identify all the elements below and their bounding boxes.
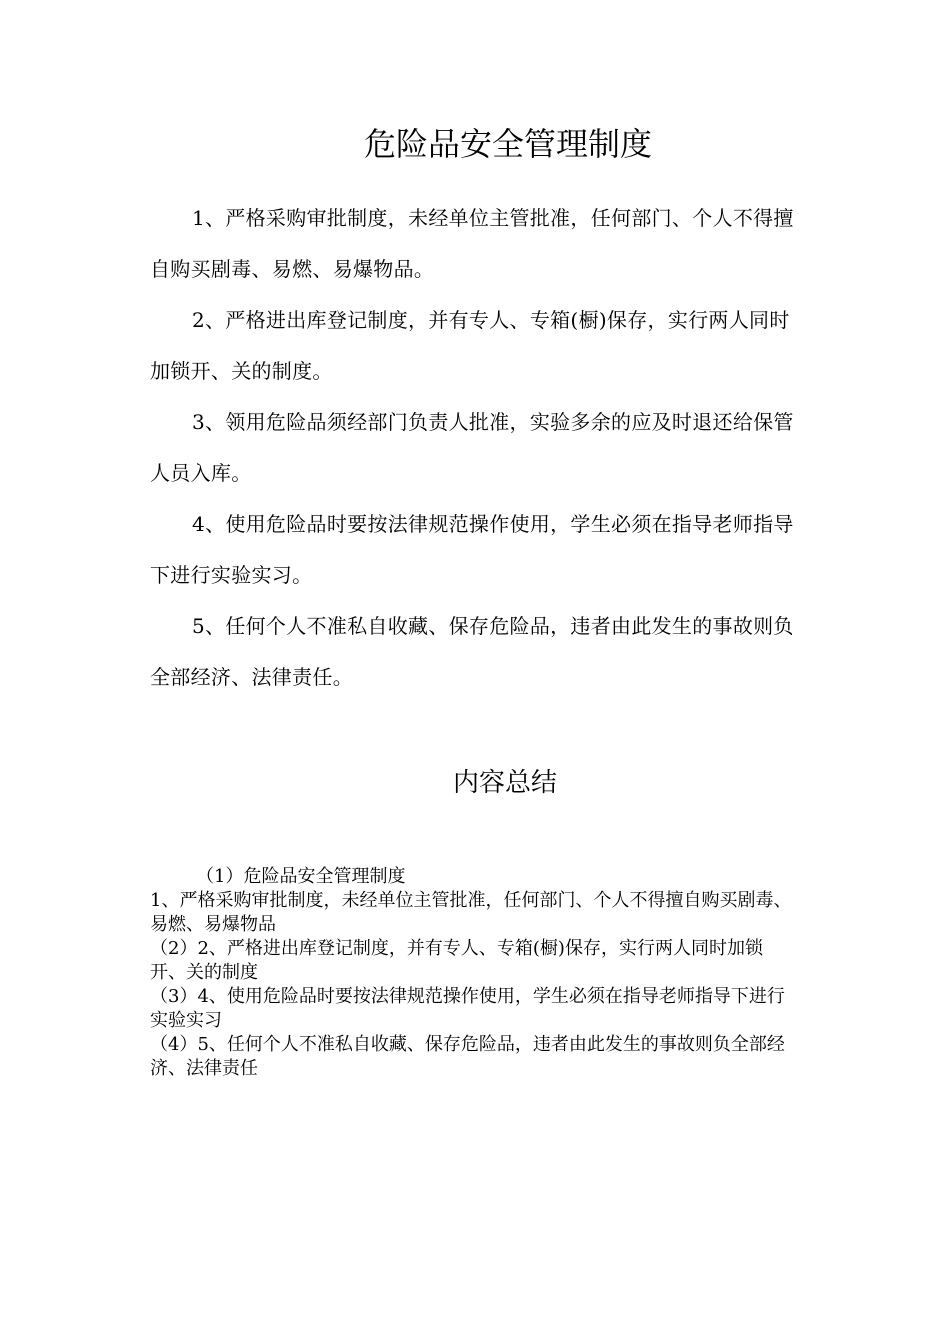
- summary-item-2: （2）2、严格进出库登记制度，并有专人、专箱(橱)保存，实行两人同时加锁开、关的制度: [150, 938, 763, 983]
- document-title: 危险品安全管理制度: [363, 125, 652, 163]
- summary-item-3: （3）4、使用危险品时要按法律规范操作使用，学生必须在指导老师指导下进行实验实习: [150, 986, 785, 1031]
- article-list: [150, 193, 802, 703]
- article-5: 5、任何个人不准私自收藏、保存危险品，违者由此发生的事故则负全部经济、法律责任。: [150, 614, 794, 689]
- summary-section: [150, 865, 798, 1081]
- summary-item-4: （4）5、任何个人不准私自收藏、保存危险品，违者由此发生的事故则负全部经济、法律责任: [150, 1034, 785, 1079]
- summary-heading: （1）危险品安全管理制度: [196, 866, 406, 887]
- summary-item-1: 1、严格采购审批制度，未经单位主管批准，任何部门、个人不得擅自购买剧毒、易燃、易爆物品: [150, 890, 792, 935]
- article-2: 2、严格进出库登记制度，并有专人、专箱(橱)保存，实行两人同时加锁开、关的制度。: [150, 308, 790, 383]
- article-4: 4、使用危险品时要按法律规范操作使用，学生必须在指导老师指导下进行实验实习。: [150, 512, 794, 587]
- article-1: 1、严格采购审批制度，未经单位主管批准，任何部门、个人不得擅自购买剧毒、易燃、易爆物品。: [150, 206, 794, 281]
- summary-title: 内容总结: [452, 768, 557, 798]
- article-3: 3、领用危险品须经部门负责人批准，实验多余的应及时退还给保管人员入库。: [150, 410, 794, 485]
